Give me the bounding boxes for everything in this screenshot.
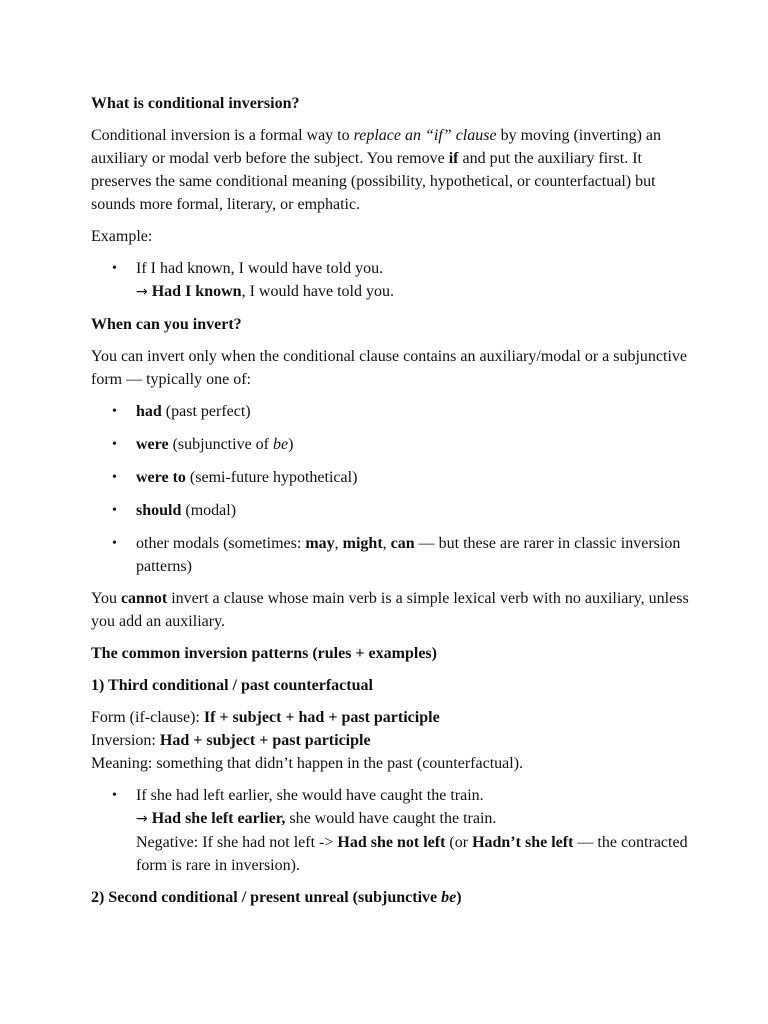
subsection-heading-third-conditional: 1) Third conditional / past counterfactual (91, 677, 373, 694)
separator: , (334, 535, 343, 552)
list-item (91, 257, 689, 304)
heading-text-b: ) (456, 889, 462, 906)
aux-desc: ) (288, 436, 294, 453)
form-block (91, 706, 689, 775)
intro-text-c: and put the auxiliary first. It preserves the same conditional meaning (possibility, hypothetical, or counterfactual) but sounds more formal, literary, or emphatic. (91, 150, 656, 213)
aux-term: were to (136, 469, 186, 486)
bullet-icon: • (112, 788, 117, 803)
list-item (91, 400, 689, 423)
section-heading-patterns: The common inversion patterns (rules + examples) (91, 645, 437, 662)
list-item (91, 433, 689, 456)
inversion-label: Inversion: (91, 732, 160, 749)
list-item (91, 466, 689, 489)
negative-text-a: Negative: If she had not left -> (136, 834, 338, 851)
example-label: Example: (91, 228, 153, 245)
bullet-icon: • (112, 470, 117, 485)
aux-term: may (305, 535, 335, 552)
heading-emphasis: be (441, 889, 457, 906)
negative-text-b: (or (445, 834, 473, 851)
aux-desc: — but these are rarer in classic inversion patterns) (136, 535, 681, 575)
intro-emphasis: replace an “if” clause (353, 127, 497, 144)
example-list (91, 257, 689, 304)
third-conditional-examples (91, 784, 689, 877)
note-bold: cannot (120, 590, 168, 607)
cannot-note (91, 587, 689, 633)
example-original: If I had known, I would have told you. (136, 260, 384, 277)
aux-term: can (390, 535, 415, 552)
form-label: Form (if-clause): (91, 709, 204, 726)
heading-text-a: 2) Second conditional / present unreal (subjunctive (91, 889, 442, 906)
form-rule: If + subject + had + past participle (203, 709, 440, 726)
aux-term: were (136, 436, 169, 453)
example-inverted-rest: , I would have told you. (241, 283, 394, 300)
auxiliary-list (91, 400, 689, 578)
note-text-b: invert a clause whose main verb is a simple lexical verb with no auxiliary, unless you add an auxiliary. (91, 590, 689, 630)
example-inverted-bold: Had she left earlier, (151, 810, 286, 827)
intro-bold-if: if (448, 150, 459, 167)
right-arrow-icon: → (136, 284, 148, 300)
meaning-text: Meaning: something that didn’t happen in the past (counterfactual). (91, 755, 524, 772)
section-heading-what-is: What is conditional inversion? (91, 95, 300, 112)
note-text-a: You (91, 590, 121, 607)
bullet-icon: • (112, 404, 117, 419)
when-intro: You can invert only when the conditional clause contains an auxiliary/modal or a subjunctive form — typically one of: (91, 348, 688, 388)
aux-term: had (136, 403, 162, 420)
aux-desc: (modal) (181, 502, 237, 519)
negative-bold: Had she not left (337, 834, 446, 851)
separator: , (382, 535, 391, 552)
example-inverted-bold: Had I known (151, 283, 242, 300)
aux-desc-emphasis: be (273, 436, 289, 453)
list-item (91, 532, 689, 578)
bullet-icon: • (112, 261, 117, 276)
list-item (91, 499, 689, 522)
inversion-rule: Had + subject + past participle (159, 732, 371, 749)
aux-desc: (past perfect) (161, 403, 251, 420)
negative-bold: Hadn’t she left (472, 834, 574, 851)
bullet-icon: • (112, 503, 117, 518)
aux-desc: (semi-future hypothetical) (185, 469, 358, 486)
right-arrow-icon: → (136, 811, 148, 827)
intro-text-b: by moving (inverting) an auxiliary or modal verb before the subject. You remove (91, 127, 661, 167)
list-item (91, 784, 689, 877)
bullet-icon: • (112, 437, 117, 452)
example-inverted-rest: she would have caught the train. (285, 810, 497, 827)
document-page (91, 92, 689, 918)
intro-text-a: Conditional inversion is a formal way to (91, 127, 354, 144)
section-heading-when: When can you invert? (91, 316, 242, 333)
bullet-icon: • (112, 536, 117, 551)
subsection-heading-second-conditional (91, 886, 689, 909)
negative-text-c: — the contracted form is rare in inversion). (136, 834, 688, 874)
aux-desc: other modals (sometimes: (136, 535, 306, 552)
aux-term: might (342, 535, 383, 552)
aux-term: should (136, 502, 182, 519)
example-original: If she had left earlier, she would have caught the train. (136, 787, 484, 804)
intro-paragraph (91, 124, 689, 216)
aux-desc: (subjunctive of (168, 436, 273, 453)
